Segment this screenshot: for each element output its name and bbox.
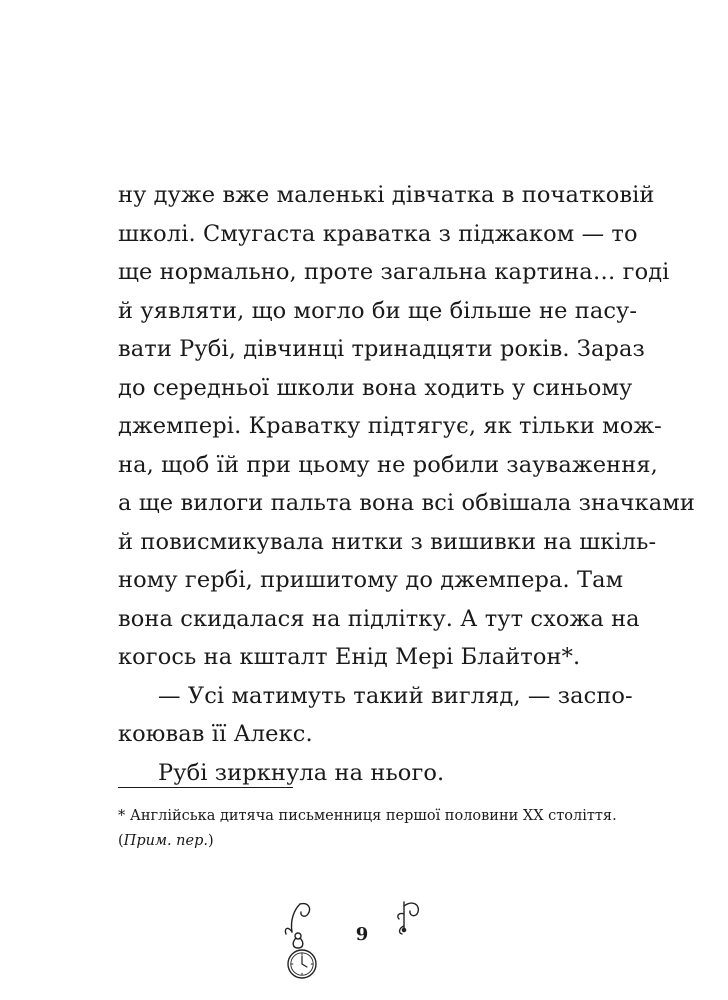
text-line: й уявляти, що могло би ще більше не пасу- xyxy=(118,297,638,324)
footnote-note: Прим. пер. xyxy=(123,833,208,849)
footnote-paren: ( xyxy=(118,833,124,849)
footnote-paren: ) xyxy=(208,833,214,849)
text-line: й повисмикувала нитки з вишивки на шкіль- xyxy=(118,528,657,555)
dialogue-line: — Усі матимуть такий вигляд, — заспо- xyxy=(158,682,633,709)
text-line: вати Рубі, дівчинці тринадцяти років. Зараз xyxy=(118,336,645,362)
text-line: Рубі зиркнула на нього. xyxy=(158,759,445,786)
text-line: а ще вилоги пальта вона всі обвішала значками xyxy=(118,490,695,516)
text-line: вона скидалася на підлітку. А тут схожа на xyxy=(118,605,640,632)
text-line: джемпері. Краватку підтягує, як тільки мож- xyxy=(118,413,662,439)
dialogue-line: коював її Алекс. xyxy=(118,721,313,747)
page-number: 9 xyxy=(355,924,369,945)
text-line: ну дуже вже маленькі дівчатка в початковій xyxy=(118,182,655,208)
text-line: до середньої школи вона ходить у синьому xyxy=(118,374,633,401)
footnote-line: * Англійська дитяча письменниця першої половини XX століття. xyxy=(118,808,617,824)
text-line: когось на кшталт Енід Мері Блайтон*. xyxy=(118,644,581,670)
text-line: на, щоб їй при цьому не робили зауваження, xyxy=(118,451,658,478)
footnote-line xyxy=(118,829,612,854)
footnote-divider xyxy=(118,787,293,788)
footnote xyxy=(118,804,617,854)
body-text xyxy=(118,176,695,792)
text-line: ще нормально, проте загальна картина… годі xyxy=(118,259,670,285)
text-line: ному гербі, пришитому до джемпера. Там xyxy=(118,567,624,593)
text-line: школі. Смугаста краватка з піджаком — то xyxy=(118,220,638,247)
